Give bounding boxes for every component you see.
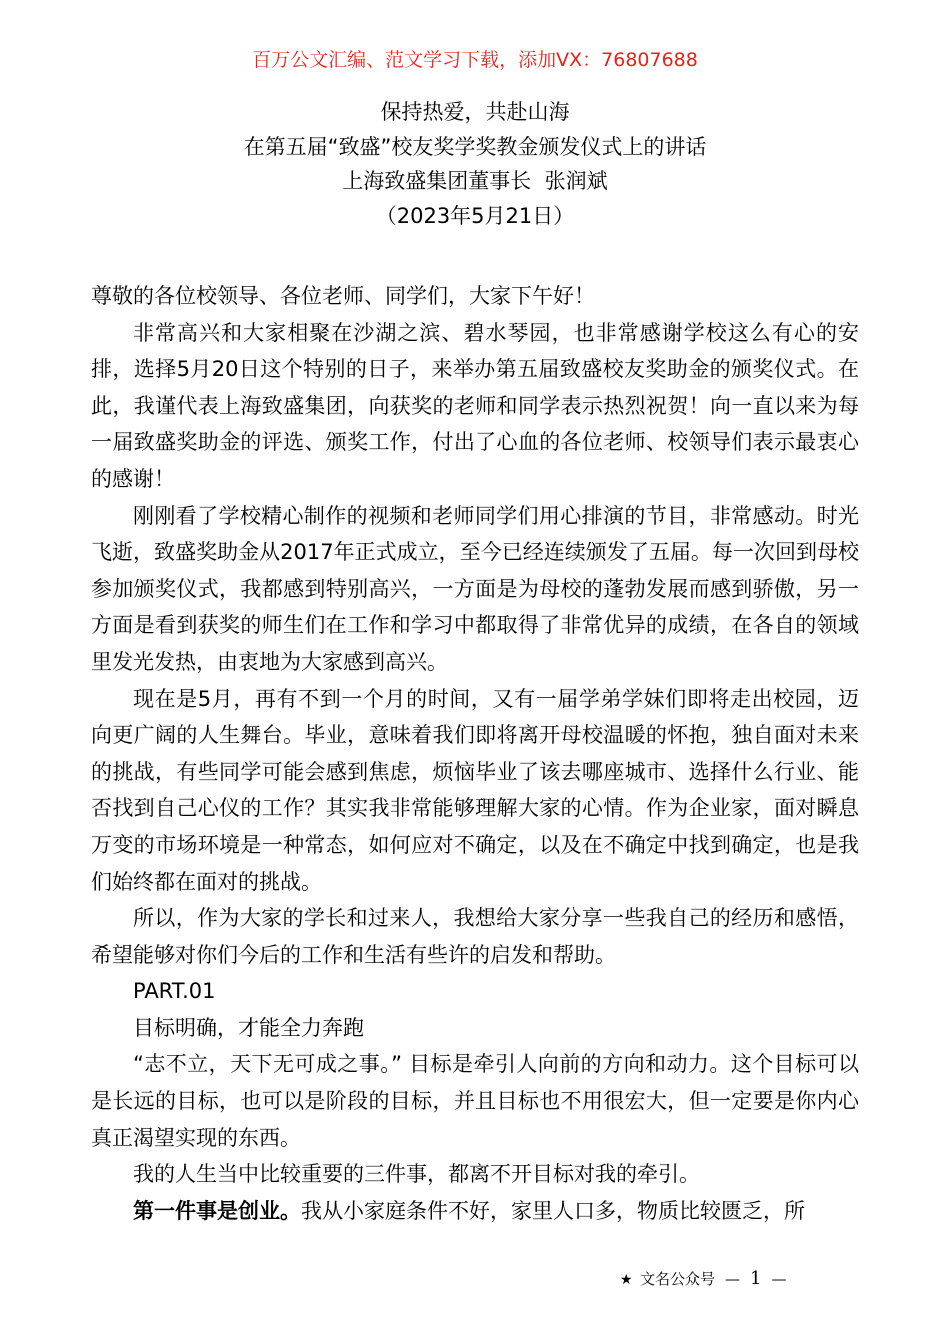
page-number: 1 xyxy=(750,1268,762,1289)
paragraph: 我的人生当中比较重要的三件事，都离不开目标对我的牵引。 xyxy=(133,1162,700,1187)
paragraph: 所以，作为大家的学长和过来人，我想给大家分享一些我自己的经历和感悟，希望能够对你们今后的工作和生活有些许的启发和帮助。 xyxy=(91,906,859,967)
paragraph-lead-bold: 第一件事是创业。 xyxy=(133,1198,301,1223)
footer-source: 文名公众号 xyxy=(640,1270,716,1288)
star-icon: ★ xyxy=(620,1272,633,1288)
footer-dash-right: — xyxy=(771,1270,787,1288)
speech-body xyxy=(91,278,859,1229)
speech-subtitle: 在第五届“致盛”校友奖学奖教金颁发仪式上的讲话 xyxy=(243,134,707,159)
section-label: PART.01 xyxy=(133,979,216,1004)
paragraph: “志不立，天下无可成之事。” 目标是牵引人向前的方向和动力。这个目标可以是长远的目标，也可以是阶段的目标，并且目标也不用很宏大，但一定要是你内心真正渴望实现的东西。 xyxy=(91,1052,859,1150)
speech-author: 上海致盛集团董事长 张润斌 xyxy=(342,169,608,194)
paragraph-rest: 我从小家庭条件不好，家里人口多，物质比较匮乏，所 xyxy=(301,1198,805,1223)
paragraph xyxy=(91,1193,859,1230)
speech-heading xyxy=(0,95,950,234)
paragraph: 刚刚看了学校精心制作的视频和老师同学们用心排演的节目，非常感动。时光飞逝，致盛奖助金从2017年正式成立，至今已经连续颁发了五届。每一次回到母校参加颁奖仪式，我都感到特别高兴，一方面是为母校的蓬勃发展而感到骄傲，另一方面是看到获奖的师生们在工作和学习中都取得了非常优异的成绩，在各自的领域里发光发热，由衷地为大家感到高兴。 xyxy=(91,503,859,674)
greeting: 尊敬的各位校领导、各位老师、同学们，大家下午好！ xyxy=(91,284,595,308)
paragraph: 非常高兴和大家相聚在沙湖之滨、碧水琴园，也非常感谢学校这么有心的安排，选择5月20日这个特别的日子，来举办第五届致盛校友奖助金的颁奖仪式。在此，我谨代表上海致盛集团，向获奖的老师和同学表示热烈祝贺！向一直以来为每一届致盛奖助金的评选、颁奖工作，付出了心血的各位老师、校领导们表示最衷心的感谢！ xyxy=(91,320,859,491)
speech-date: （2023年5月21日） xyxy=(375,204,575,229)
paragraph: 现在是5月，再有不到一个月的时间，又有一届学弟学妹们即将走出校园，迈向更广阔的人生舞台。毕业，意味着我们即将离开母校温暖的怀抱，独自面对未来的挑战，有些同学可能会感到焦虑，烦恼毕业了该去哪座城市、选择什么行业、能否找到自己心仪的工作？其实我非常能够理解大家的心情。作为企业家，面对瞬息万变的市场环境是一种常态，如何应对不确定，以及在不确定中找到确定，也是我们始终都在面对的挑战。 xyxy=(91,686,859,894)
footer-dash-left: — xyxy=(725,1270,741,1288)
section-title: 目标明确，才能全力奔跑 xyxy=(133,1015,364,1040)
page-footer xyxy=(620,1264,796,1294)
speech-title: 保持热爱，共赴山海 xyxy=(380,100,570,124)
promo-banner: 百万公文汇编、范文学习下载，添加VX：76807688 xyxy=(252,49,698,71)
